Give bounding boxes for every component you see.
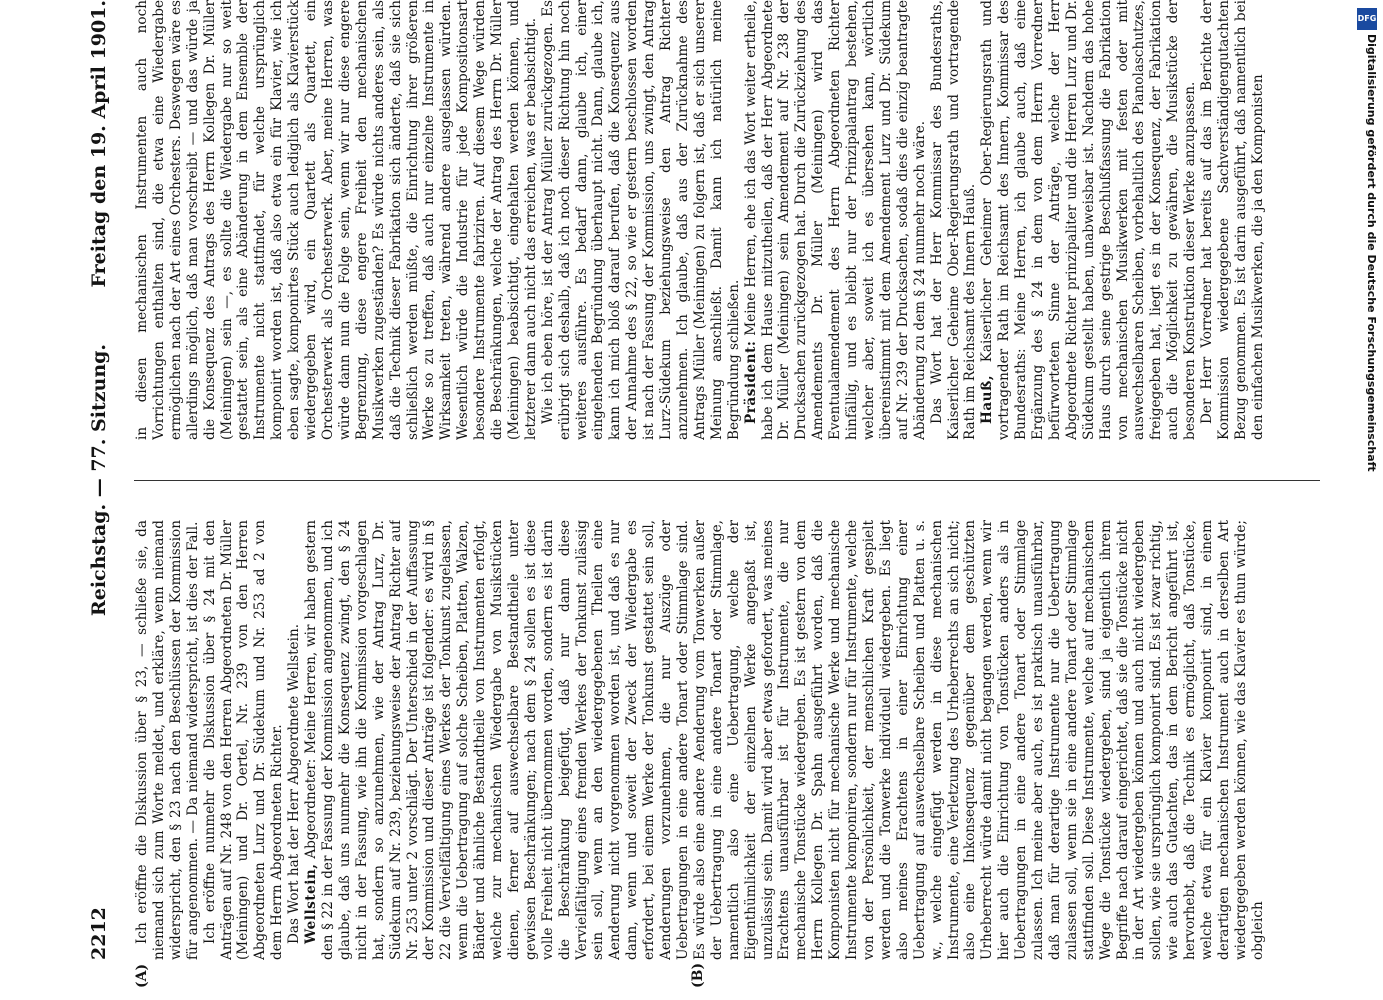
paragraph [303,520,1267,960]
dfg-logo: DFG [1357,8,1377,30]
rotated-newspaper-page [50,0,1350,988]
credit-text: Digitalisierung gefördert durch die Deutsche Forschungsgemeinschaft [1365,34,1378,472]
paragraph [979,0,1199,440]
speaker-name: Präsident: [742,340,759,424]
speaker-name: Wellstein, [303,863,320,944]
session-date: Freitag den 19. April 1901. [88,0,110,288]
paragraph [743,0,929,440]
paragraph: Das Wort hat der Herr Abgeordnete Wellstein. [286,623,303,944]
margin-marker-b: (B) [690,962,706,988]
page-header [88,0,118,960]
speech-text: Meine Herren, ehe ich das Wort weiter ertheile, habe ich dem Hause mitzutheilen, daß der Herr Abgeordnete Dr. Müller (Meiningen) sein Amendement auf Nr. 238 der Drucksachen zurückgezogen hat. Durch die Zurückziehung des Amendements Dr. Müller (Meiningen) wird das Eventualamendement des Herrn Abgeordneten Richter hinfällig, und es bleibt nur der Prinzipalantrag bestehen, welcher aber, soweit ich es übersehen kann, wörtlich übereinstimmt mit dem Amendement Lurz und Dr. Südekum auf Nr. 239 der Drucksachen, sodaß dies die einzig beantragte Abänderung zu dem § 24 nunmehr noch wäre. [742,0,928,440]
speech-text: Abgeordneter: Meine Herren, wir haben gestern den § 22 in der Fassung der Kommission angenommen, und ich glaube, daß uns nunmehr die Konsequenz zwingt, den § 24 nicht in der Fassung, wie ihn die Kommission vorgeschlagen hat, sondern so anzunehmen, wie der Antrag Lurz, Dr. Südekum auf Nr. 239, beziehungsweise der Antrag Richter auf Nr. 253 unter 2 vorschlägt. Der Unterschied in der Auffassung der Kommission und dieser Anträge ist folgender: es wird in § 22 die Vervielfältigung eines Werkes der Tonkunst zugelassen, wenn die Uebertragung auf solche Scheiben, Platten, Walzen, Bänder und ähnliche Bestandtheile von Instrumenten erfolgt, welche zur mechanischen Wiedergabe von Musikstücken dienen, ferner auf auswechselbare Bestandtheile unter gewissen Beschränkungen; nach dem § 24 sollen es ist diese volle Freiheit nicht übernommen worden, sondern es ist darin die Beschränkung beigefügt, daß nur dann diese Vervielfältigung eines fremden Werkes der Tonkunst zulässig sein soll, wenn an den wiedergegebenen Theilen eine Aenderung nicht vorgenommen worden ist, und daß es nur dann, wenn und soweit der Zweck der Wiedergabe es erfordert, bei einem Werke der Tonkunst gestattet sein soll, Aenderungen vorzunehmen, die nur Auszüge oder Uebertragungen in eine andere Tonart oder Stimmlage sind. Es würde also eine andere Aenderung vom Tonwerken außer der Uebertragung in eine andere Tonart oder Stimmlage, namentlich also eine Uebertragung, welche der Eigenthümlichkeit der einzelnen Werke angepaßt ist, unzulässig sein. Damit wird aber etwas gefordert, was meines Erachtens unausführbar ist für Instrumente, die nur mechanische Tonstücke wiedergeben. Es ist gestern von dem Herrn Kollegen Dr. Spahn ausgeführt worden, daß die Komponisten nicht für mechanische Werke und mechanische Instrumente komponiren, sondern nur für Instrumente, welche von der Persönlichkeit, der menschlichen Kraft gespielt werden und die Tonwerke individuell wiedergeben. Es liegt also meines Erachtens in einer Einrichtung einer Uebertragung auf auswechselbare Scheiben und Platten u. s. w., welche eingefügt werden in diese mechanischen Instrumente, eine Verletzung des Urheberrechts an sich nicht; also eine Inkonsequenz gegenüber dem geschützten Urheberrecht würde damit nicht begangen werden, wenn wir hier auch die Einrichtung von Tonstücken anders als in Uebertragungen in eine andere Tonart oder Stimmlage zulassen. Ich meine aber auch, es ist praktisch unausführbar, daß man für derartige Instrumente nur die Uebertragung zulassen soll, wenn sie in eine andere Tonart oder Stimmlage stattfinden soll. Diese Instrumente, welche auf mechanischem Wege die Tonstücke wiedergeben, sind ja eigentlich ihrem Begriffe nach darauf eingerichtet, daß sie die Tonstücke nicht in der Art wiedergeben können und auch nicht wiedergeben sollen, wie sie ursprünglich komponirt sind. Es ist zwar richtig, wie auch das Gutachten, das in dem Bericht angeführt ist, hervorhebt, daß die Technik es ermöglicht, daß Tonstücke, welche etwa für ein Klavier komponirt sind, in einem derartigen mechanischen Instrument auch in derselben Art wiedergegeben werden können, wie das Klavier es thun würde; obgleich [303,520,1266,960]
digitization-credit [1356,8,1378,628]
session-title: Reichstag. — 77. Sitzung. [88,343,110,617]
page-number: 2212 [88,907,110,960]
speaker-name: Hauß, [979,374,996,424]
paragraph: Ich eröffne die Diskussion über § 23, — schließe sie, da niemand sich zum Worte meldet, und erkläre, wenn niemand widerspricht, den § 23 nach den Beschlüssen der Kommission für angenommen. — Da niemand widerspricht, ist dies der Fall. [134,520,201,960]
right-column [134,0,1340,440]
left-column [134,520,1340,960]
paragraph: Der Herr Vorredner hat bereits auf das im Berichte der Kommission wiedergegebene Sachverständigengutachten Bezug genommen. Es ist darin ausgeführt, daß namentlich bei den einfachen Musikwerken, die ja den Komponisten [1199,0,1266,440]
speech-text: Kaiserlicher Geheimer Ober-Regierungsrath und vortragender Rath im Reichsamt des Innern, Kommissar des Bundesraths: Meine Herren, ich glaube auch, daß eine Ergänzung des § 24 in dem von dem Herrn Vorredner befürworteten Sinne der Anträge, welche der Herr Abgeordnete Richter prinzipaliter und die Herren Lurz und Dr. Südekum gestellt haben, unabweisbar ist. Nachdem das hohe Haus durch seine gestrige Beschlußfassung die Fabrikation von mechanischen Musikwerken mit festen oder mit auswechselbaren Scheiben, vorbehaltlich des Pianolaschutzes, freigegeben hat, liegt es in der Konsequenz, der Fabrikation auch die Möglichkeit zu gewähren, die Musikstücke der besonderen Konstruktion dieser Werke anzupassen. [979,0,1199,440]
paragraph: in diesen mechanischen Instrumenten auch noch Vorrichtungen enthalten sind, die etwa eine Wiedergabe ermöglichen nach der Art eines Orchesters. Deswegen wäre es allerdings möglich, daß man vorschreibt — und das würde ja die Konsequenz des Antrags des Herrn Kollegen Dr. Müller (Meiningen) sein —, es sollte die Wiedergabe nur so weit gestattet sein, als eine Abänderung in dem Ensemble der Instrumente nicht stattfindet, für welche ursprünglich komponirt worden ist, daß also etwa ein für Klavier, wie ich eben sagte, komponirtes Stück auch lediglich als Klavierstück wiedergegeben wird, ein Quartett als Quartett, ein Orchesterwerk als Orchesterwerk. Aber, meine Herren, was würde dann nun die Folge sein, wenn wir nur diese engere Begrenzung, diese engere Freiheit den mechanischen Musikwerken zugeständen? Es würde nichts anderes sein, als daß die Technik dieser Fabrikation sich änderte, daß sie sich schließlich werden müßte, die Einrichtung ihrer größeren Werke so zu treffen, daß auch nur einzelne Instrumente in Wirksamkeit treten, während andere ausgelassen würden. Wesentlich würde die Industrie für jede Kompositionsart besondere Instrumente fabriziren. Auf diesem Wege würden die Beschränkungen, welche der Antrag des Herrn Dr. Müller (Meiningen) beabsichtigt, eingehalten werden können, und letzterer dann auch nicht das erreichen, was er beabsichtigt. [134,0,539,440]
paragraph: Das Wort hat der Herr Kommissar des Bundesraths, Kaiserlicher Geheime Ober-Regierungsrath und vortragende Rath im Reichsamt des Innern Hauß. [928,0,979,440]
paragraph: Ich eröffne nunmehr die Diskussion über § 24 mit den Anträgen auf Nr. 248 von den Herren Abgeordneten Dr. Müller (Meiningen) und Dr. Oertel, Nr. 239 von den Herren Abgeordneten Lurz und Dr. Südekum und Nr. 253 ad 2 von dem Herrn Abgeordneten Richter. [201,520,286,960]
margin-marker-a: (A) [134,963,150,988]
column-divider [134,480,1320,481]
paragraph: Wie ich eben höre, ist der Antrag Müller zurückgezogen. Es erübrigt sich deshalb, daß ich noch dieser Richtung hin noch weiteres ausführe. Es bedarf dann, glaube ich, einer eingehenden Begründung überhaupt nicht. Dann, glaube ich, kann ich mich bloß darauf berufen, daß die Konsequenz aus der Annahme des § 22, so wie er gestern beschlossen worden ist nach der Fassung der Kommission, uns zwingt, den Antrag Lurz-Südekum beziehungsweise den Antrag Richter anzunehmen. Ich glaube, daß aus der Zurücknahme des Antrags Müller (Meiningen) zu folgern ist, daß er sich unserer Meinung anschließt. Damit kann ich natürlich meine Begründung schließen. [539,0,742,440]
